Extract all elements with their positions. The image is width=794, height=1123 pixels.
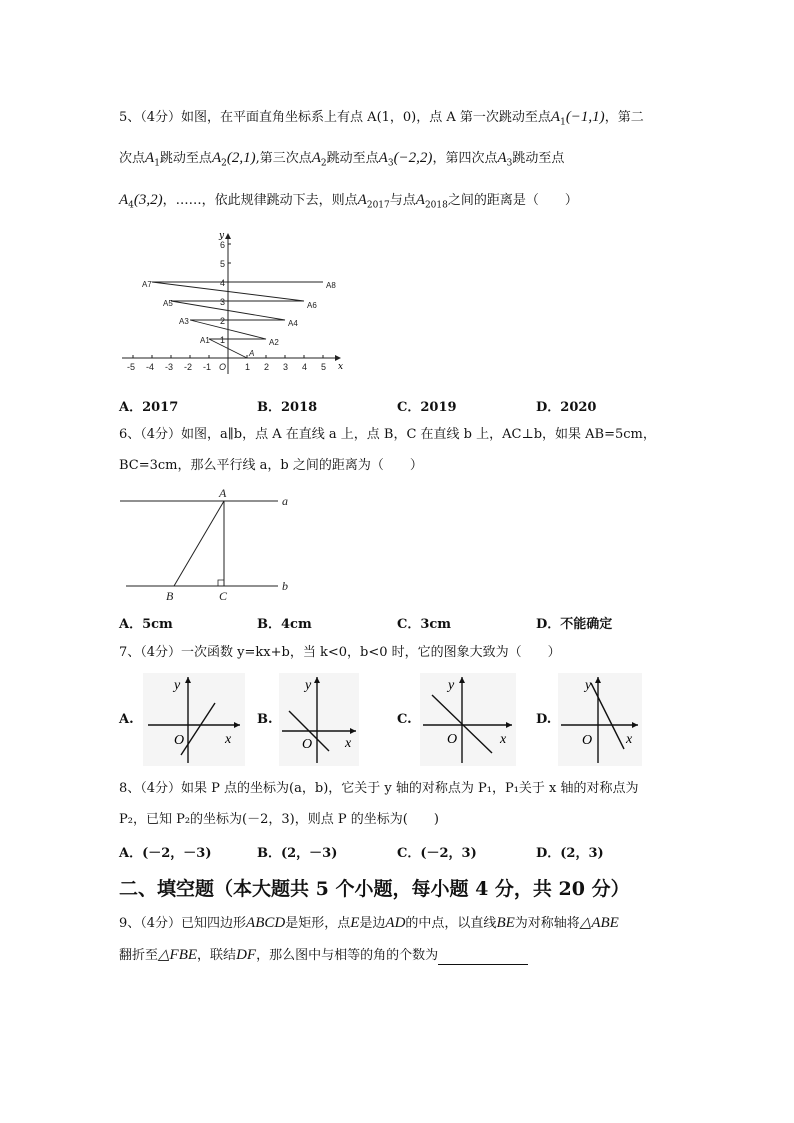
- q6-option-a[interactable]: A．5cm: [119, 617, 173, 632]
- right-angle-mark: [218, 580, 224, 586]
- q7-option-b-graph[interactable]: [279, 673, 359, 766]
- q8-option-c[interactable]: C．(－2，3): [397, 846, 477, 861]
- y-tick-label: 2: [220, 316, 226, 326]
- q5-option-c[interactable]: C．2019: [397, 400, 457, 415]
- svg-text:O: O: [447, 732, 458, 747]
- label-A: A: [219, 486, 227, 500]
- x-tick-label: -4: [146, 362, 155, 372]
- svg-text:y: y: [174, 678, 181, 693]
- q5-line-3: $A_4(3,2)$，……，依此规律跳动下去，则点$A_{2017}$与点$A_{2018}$之间的距离是（ ）: [119, 192, 578, 211]
- q6-line-1: 6、（4分）如图，a∥b，点 A 在直线 a 上，点 B，C 在直线 b 上，AC⊥b，如果 AB=5cm，: [119, 427, 656, 442]
- x-tick-label: -2: [184, 362, 193, 372]
- svg-text:x: x: [500, 732, 507, 747]
- svg-text:O: O: [302, 737, 313, 752]
- q6-option-c[interactable]: C．3cm: [397, 617, 452, 632]
- q8-option-d[interactable]: D．(2，3): [536, 846, 604, 861]
- q7-option-c-label[interactable]: C.: [397, 712, 412, 727]
- q5-option-b[interactable]: B．2018: [257, 400, 318, 415]
- x-tick-label: -1: [203, 362, 212, 372]
- q8-line-2: P₂，已知 P₂的坐标为(－2，3)，则点 P 的坐标为( ): [119, 812, 439, 827]
- q7-option-c-graph[interactable]: [420, 673, 516, 766]
- q8-option-b[interactable]: B．(2，－3): [257, 846, 338, 861]
- graph-line: [591, 683, 624, 749]
- point-label-A5: A5: [163, 299, 173, 308]
- q9-answer-blank[interactable]: [438, 950, 528, 965]
- q5-option-d[interactable]: D．2020: [536, 400, 597, 415]
- x-tick-label: 1: [245, 362, 251, 372]
- y-axis-label: y: [219, 231, 225, 241]
- q7-option-d-graph[interactable]: [558, 673, 642, 766]
- q5-coordinate-figure: [118, 228, 348, 378]
- q5-line-1: 5、（4分）如图，在平面直角坐标系上有点 A(1，0)，点 A 第一次跳动至点$A_1(-1,1)$，第二: [119, 109, 644, 128]
- q9-line-2: 翻折至△FBE，联结DF，那么图中与相等的角的个数为: [119, 946, 528, 965]
- point-label-A1: A1: [200, 336, 210, 345]
- point-label-A6: A6: [307, 301, 317, 310]
- point-label-A3: A3: [179, 317, 189, 326]
- x-tick-label: 3: [283, 362, 289, 372]
- svg-text:O: O: [174, 733, 185, 748]
- label-B: B: [166, 589, 174, 602]
- q6-option-b[interactable]: B．4cm: [257, 617, 312, 632]
- label-b: b: [282, 579, 288, 593]
- svg-text:x: x: [345, 736, 352, 751]
- svg-text:y: y: [585, 678, 592, 693]
- svg-text:y: y: [448, 678, 455, 693]
- q8-line-1: 8、（4分）如果 P 点的坐标为(a，b)，它关于 y 轴的对称点为 P₁，P₁关于 x 轴的对称点为: [119, 781, 639, 796]
- svg-text:x: x: [626, 732, 633, 747]
- q7-line-1: 7、（4分）一次函数 y=kx+b，当 k<0，b<0 时，它的图象大致为（ ）: [119, 645, 561, 660]
- q7-option-a-graph[interactable]: [143, 673, 245, 766]
- x-axis-label: x: [338, 362, 344, 372]
- graph-line: [181, 703, 215, 755]
- y-tick-label: 3: [220, 297, 226, 307]
- origin-label: O: [219, 362, 227, 372]
- x-tick-label: 4: [302, 362, 308, 372]
- x-tick-label: 5: [321, 362, 327, 372]
- segment-ab: [174, 501, 224, 586]
- point-label-A2: A2: [269, 338, 279, 347]
- q6-line-2: BC=3cm，那么平行线 a，b 之间的距离为（ ）: [119, 458, 423, 473]
- q8-option-a[interactable]: A．(－2，－3): [119, 846, 212, 861]
- x-tick-label: -5: [127, 362, 136, 372]
- section-heading-fill-in: 二、填空题（本大题共 5 个小题，每小题 4 分，共 20 分）: [119, 878, 630, 900]
- q6-option-d[interactable]: D．不能确定: [536, 617, 613, 632]
- y-tick-label: 1: [220, 335, 226, 345]
- y-tick-label: 4: [220, 278, 226, 288]
- x-tick-label: 2: [264, 362, 270, 372]
- point-label-A7: A7: [142, 280, 152, 289]
- x-tick-label: -3: [165, 362, 174, 372]
- y-tick-label: 6: [220, 240, 226, 250]
- q6-parallel-lines-figure: [118, 484, 303, 602]
- point-label-A8: A8: [326, 281, 336, 290]
- svg-text:x: x: [225, 732, 232, 747]
- point-label-A4: A4: [288, 319, 298, 328]
- q7-option-b-label[interactable]: B.: [257, 712, 273, 727]
- point-label-A: A: [249, 349, 255, 358]
- svg-text:y: y: [305, 678, 312, 693]
- label-C: C: [219, 589, 228, 602]
- q9-line-1: 9、（4分）已知四边形ABCD是矩形，点E是边AD的中点，以直线BE为对称轴将△ABE: [119, 915, 619, 931]
- label-a: a: [282, 494, 288, 508]
- q5-option-a[interactable]: A．2017: [119, 400, 179, 415]
- q5-line-2: 次点$A_1$跳动至点$A_2(2,1)$,第三次点$A_2$跳动至点$A_3(-2,2)$，第四次点$A_3$跳动至点: [119, 150, 565, 169]
- svg-text:O: O: [582, 733, 593, 748]
- y-tick-label: 5: [220, 259, 226, 269]
- q7-option-d-label[interactable]: D.: [536, 712, 552, 727]
- q7-option-a-label[interactable]: A.: [119, 712, 134, 727]
